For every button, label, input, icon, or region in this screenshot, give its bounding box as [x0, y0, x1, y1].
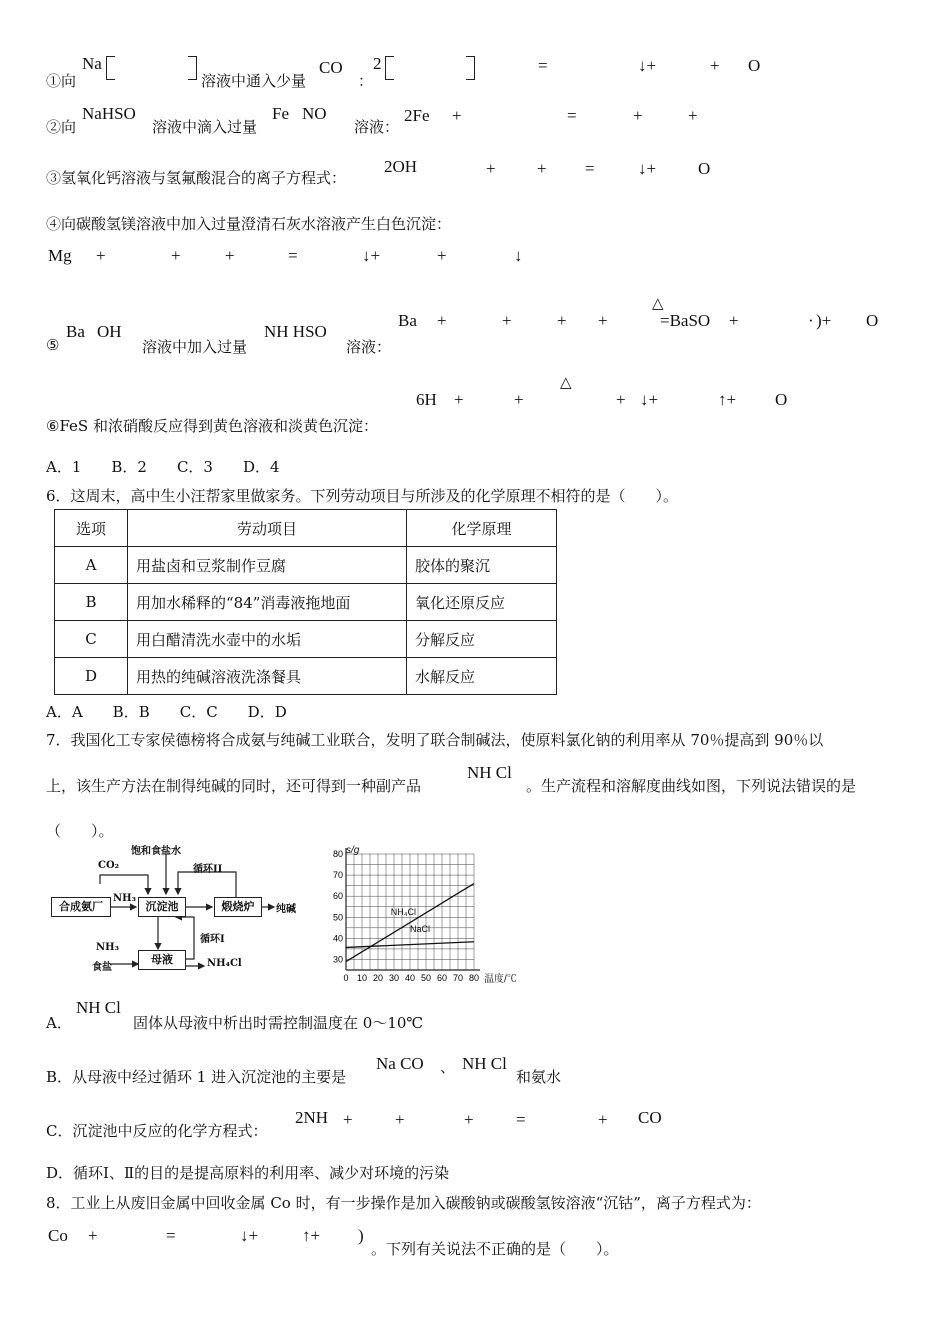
- q7-optB-end: 和氨水: [516, 1068, 562, 1086]
- q7-optC-f1: 2NH: [295, 1108, 329, 1127]
- item5-plus-2: +: [502, 311, 512, 330]
- x-tick-label: 80: [468, 973, 480, 983]
- item6-o: O: [775, 390, 788, 409]
- label-cycle1: 循环I: [200, 934, 225, 945]
- q8-f5: ↑+: [302, 1226, 321, 1245]
- table-cell: 水解反应: [407, 658, 557, 695]
- table-cell: C: [55, 621, 128, 658]
- table-header: 化学原理: [407, 510, 557, 547]
- item6-6h: 6H: [416, 390, 437, 409]
- bracket-right-2: [466, 56, 475, 80]
- item1-formula-na: Na: [82, 54, 102, 73]
- item2-end-text: 溶液：: [354, 118, 400, 136]
- item4-plus-4: +: [437, 246, 447, 265]
- q7-stem-line1: 7．我国化工专家侯德榜将合成氨与纯碱工业联合，发明了联合制碱法，使原料氯化钠的利用率从 70％提高到 90％以: [46, 731, 824, 749]
- q7-optB-sep: 、: [440, 1058, 456, 1076]
- item2-plus-2: +: [633, 106, 643, 125]
- q8-f3: =: [166, 1226, 176, 1245]
- chart-ylabel: s/g: [346, 845, 360, 856]
- item5-o: O: [866, 311, 879, 330]
- item5-mid-text: 溶液中加入过量: [142, 338, 248, 356]
- item5-plus-4: +: [598, 311, 608, 330]
- table-row: [55, 547, 557, 584]
- y-tick-label: 70: [332, 870, 343, 881]
- item4-precip-2: ↓: [514, 246, 523, 265]
- series-label: NH₄Cl: [390, 907, 416, 918]
- chart-xlabel: 温度/℃: [484, 974, 517, 985]
- box-tank: 沉淀池: [138, 897, 186, 917]
- table-cell: 用盐卤和豆浆制作豆腐: [128, 547, 407, 584]
- chart-svg: [322, 848, 522, 986]
- table-cell: B: [55, 584, 128, 621]
- x-tick-label: 10: [356, 973, 368, 983]
- arrow-co2: [100, 875, 148, 894]
- item3-eq: =: [585, 159, 595, 178]
- table-cell: 用热的纯碱溶液洗涤餐具: [128, 658, 407, 695]
- table-row: [55, 621, 557, 658]
- item2-formula-no: NO: [302, 104, 327, 123]
- q6-table: [54, 509, 557, 695]
- box-plant: 合成氨厂: [51, 897, 111, 917]
- item1-eq: =: [538, 56, 548, 75]
- q8-f1: Co: [48, 1226, 68, 1245]
- q7-optC-f7: CO: [638, 1108, 662, 1127]
- item1-plus: +: [710, 56, 720, 75]
- label-nh3-a: NH₃: [113, 893, 136, 904]
- item4-text: ④向碳酸氢镁溶液中加入过量澄清石灰水溶液产生白色沉淀：: [46, 215, 452, 233]
- item6-text: ⑥FeS 和浓硝酸反应得到黄色溶液和淡黄色沉淀：: [46, 417, 378, 435]
- table-cell: 用加水稀释的“84”消毒液拖地面: [128, 584, 407, 621]
- item2-formula-fe: Fe: [272, 104, 289, 123]
- y-tick-label: 30: [332, 954, 343, 965]
- y-tick-label: 80: [332, 849, 343, 859]
- q7-stem-line3: （ ）。: [46, 822, 114, 840]
- q7-optD-text: D．循环Ⅰ、Ⅱ的目的是提高原料的利用率、减少对环境的污染: [46, 1164, 450, 1182]
- q7-optC-f4: +: [464, 1110, 474, 1129]
- item2-label: ②向: [46, 118, 77, 136]
- item6-precip: ↓+: [640, 390, 659, 409]
- item3-plus-2: +: [537, 159, 547, 178]
- label-co2: CO₂: [98, 860, 120, 871]
- q7-optB-formula1: Na CO: [376, 1054, 424, 1073]
- table-cell: 胶体的聚沉: [407, 547, 557, 584]
- item5-oh: OH: [97, 322, 122, 341]
- arrow-cycle2: [178, 872, 236, 897]
- item1-label: ①向: [46, 72, 77, 90]
- table-row: [55, 658, 557, 695]
- item5-nh-hso: NH HSO: [264, 322, 327, 341]
- label-salt: 食盐: [92, 962, 112, 973]
- table-header: 劳动项目: [128, 510, 407, 547]
- q7-optB-text: B．从母液中经过循环 1 进入沉淀池的主要是: [46, 1068, 347, 1086]
- item5-ba-ion: Ba: [398, 311, 417, 330]
- q7-optC-text: C．沉淀池中反应的化学方程式：: [46, 1122, 268, 1140]
- x-tick-label: 40: [404, 973, 416, 983]
- item6-plus: +: [454, 390, 464, 409]
- label-cycle2: 循环II: [193, 864, 223, 875]
- q7-optA-label: A．: [46, 1014, 72, 1032]
- q7-optB-formula2: NH Cl: [462, 1054, 507, 1073]
- item5-plus-3: +: [557, 311, 567, 330]
- item1-o: O: [748, 56, 761, 75]
- item6-gas: ↑+: [718, 390, 737, 409]
- label-nh3-b: NH₃: [96, 942, 119, 953]
- q8-f4: ↓+: [240, 1226, 259, 1245]
- item5-label: ⑤: [46, 336, 60, 354]
- q6-options: A．A B．B C．C D．D: [46, 703, 287, 721]
- bracket-left: [106, 56, 115, 80]
- item1-formula-co: CO: [319, 58, 343, 77]
- item6-plus-3: +: [616, 390, 626, 409]
- item2-plus-3: +: [688, 106, 698, 125]
- q7-optC-f5: =: [516, 1110, 526, 1129]
- box-furnace: 煅烧炉: [214, 897, 262, 917]
- y-tick-label: 60: [332, 891, 343, 902]
- q8-f6: ): [358, 1226, 364, 1245]
- q7-stem-formula: NH Cl: [467, 763, 512, 782]
- item3-o: O: [698, 159, 711, 178]
- item3-precip: ↓+: [638, 159, 657, 178]
- q7-optC-f3: +: [395, 1110, 405, 1129]
- q8-f2: +: [88, 1226, 98, 1245]
- x-tick-label: 60: [436, 973, 448, 983]
- table-header: 选项: [55, 510, 128, 547]
- table-cell: 分解反应: [407, 621, 557, 658]
- x-tick-label: 70: [452, 973, 464, 983]
- q8-stem: 8．工业上从废旧金属中回收金属 Co 时，有一步操作是加入碳酸钠或碳酸氢铵溶液“沉钴”，离子方程式为：: [46, 1194, 761, 1212]
- table-row: [55, 584, 557, 621]
- item4-plus-2: +: [171, 246, 181, 265]
- table-cell: D: [55, 658, 128, 695]
- item6-plus-2: +: [514, 390, 524, 409]
- q7-optC-f2: +: [343, 1110, 353, 1129]
- item5-plus: +: [437, 311, 447, 330]
- item5-heat: △: [652, 294, 664, 312]
- table-cell: A: [55, 547, 128, 584]
- item5-dot: ·: [808, 311, 814, 330]
- label-soda: 纯碱: [276, 904, 296, 915]
- bracket-left-2: [385, 56, 394, 80]
- y-tick-label: 50: [332, 912, 343, 923]
- item5-baso: =BaSO: [660, 311, 711, 330]
- item5-paren-plus: )+: [816, 311, 832, 330]
- bracket-right: [188, 56, 197, 80]
- item5-plus-5: +: [729, 311, 739, 330]
- box-mother: 母液: [138, 950, 186, 970]
- q5-options: A．1 B．2 C．3 D．4: [46, 458, 280, 476]
- q7-optA-formula: NH Cl: [76, 998, 121, 1017]
- item2-mid-text: 溶液中滴入过量: [152, 118, 258, 136]
- item1-coef: 2: [373, 54, 382, 73]
- label-brine: 饱和食盐水: [131, 846, 181, 857]
- item6-heat: △: [560, 373, 572, 391]
- q7-stem-line2: 上，该生产方法在制得纯碱的同时，还可得到一种副产品: [46, 777, 422, 795]
- item3-plus: +: [486, 159, 496, 178]
- item3-2oh: 2OH: [384, 157, 418, 176]
- table-cell: 氧化还原反应: [407, 584, 557, 621]
- item4-mg: Mg: [48, 246, 72, 265]
- series-label: NaCl: [410, 924, 431, 935]
- x-tick-label: 30: [388, 973, 400, 983]
- item4-eq: =: [288, 246, 298, 265]
- item4-precip: ↓+: [362, 246, 381, 265]
- q7-optC-f6: +: [598, 1110, 608, 1129]
- item5-ba: Ba: [66, 322, 85, 341]
- item1-mid-text: 溶液中通入少量: [201, 72, 307, 90]
- item1-precip: ↓+: [638, 56, 657, 75]
- item4-plus: +: [96, 246, 106, 265]
- table-cell: 用白醋清洗水壶中的水垢: [128, 621, 407, 658]
- x-tick-label: 20: [372, 973, 384, 983]
- item5-end-text: 溶液：: [346, 338, 392, 356]
- item2-eq: =: [567, 106, 577, 125]
- x-tick-label: 0: [343, 973, 349, 983]
- table-header-row: [55, 510, 557, 547]
- label-nh4cl: NH₄Cl: [207, 958, 242, 969]
- y-tick-label: 40: [332, 933, 343, 944]
- q7-optA-text: 固体从母液中析出时需控制温度在 0～10℃: [133, 1014, 424, 1032]
- item1-colon: ：: [358, 72, 374, 90]
- q6-stem: 6．这周末，高中生小汪帮家里做家务。下列劳动项目与所涉及的化学原理不相符的是（ ）。: [46, 487, 679, 505]
- q8-tail: 。下列有关说法不正确的是（ ）。: [371, 1240, 619, 1258]
- q7-stem-line2-end: 。生产流程和溶解度曲线如图，下列说法错误的是: [526, 777, 857, 795]
- item3-text: ③氢氧化钙溶液与氢氟酸混合的离子方程式：: [46, 169, 347, 187]
- item4-plus-3: +: [225, 246, 235, 265]
- item2-plus: +: [452, 106, 462, 125]
- item2-formula-nahso: NaHSO: [82, 104, 136, 123]
- x-tick-label: 50: [420, 973, 432, 983]
- item2-2fe: 2Fe: [404, 106, 430, 125]
